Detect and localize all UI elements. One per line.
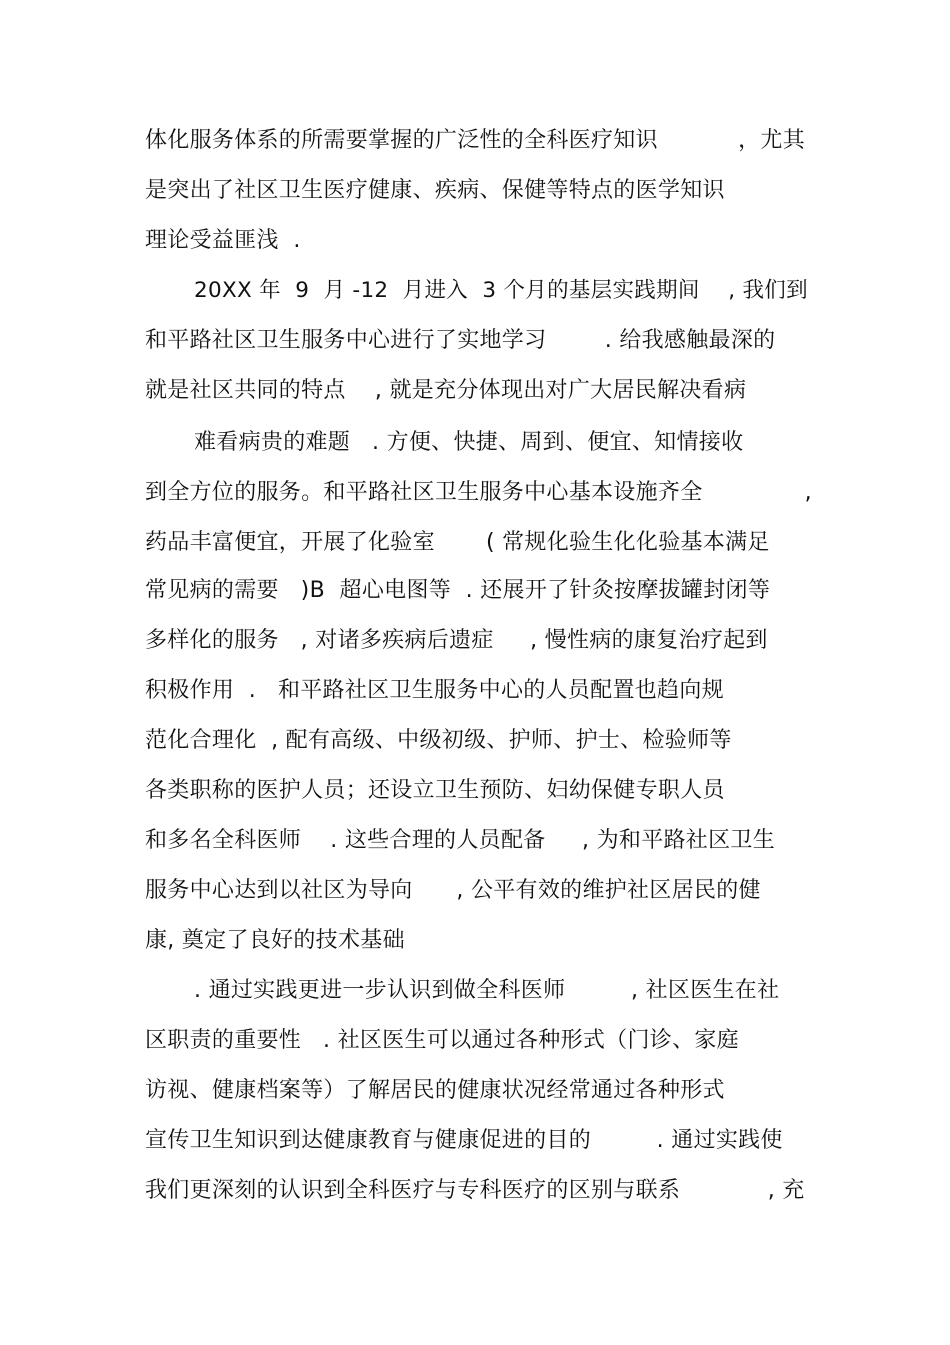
text-line: 和平路社区卫生服务中心进行了实地学习 . 给我感触最深的 xyxy=(145,328,776,353)
text-line: 范化合理化 , 配有高级、中级初级、护师、护士、检验师等 xyxy=(145,728,732,753)
text-line: 到全方位的服务。和平路社区卫生服务中心基本设施齐全 , xyxy=(145,480,812,505)
text-line: . 通过实践更进一步认识到做全科医师 , 社区医生在社 xyxy=(194,978,780,1003)
text-line: 多样化的服务 , 对诸多疾病后遗症 , 慢性病的康复治疗起到 xyxy=(145,628,768,653)
text-line: 区职责的重要性 . 社区医生可以通过各种形式（门诊、家庭 xyxy=(145,1028,739,1053)
text-line: 药品丰富便宜，开展了化验室 ( 常规化验生化化验基本满足 xyxy=(145,530,770,555)
text-line: 体化服务体系的所需要掌握的广泛性的全科医疗知识 ，尤其 xyxy=(145,128,806,153)
text-line: 我们更深刻的认识到全科医疗与专科医疗的区别与联系 , 充 xyxy=(145,1178,805,1203)
text-line: 服务中心达到以社区为导向 , 公平有效的维护社区居民的健 xyxy=(145,878,761,903)
text-line: 20XX 年 9 月 -12 月进入 3 个月的基层实践期间 , 我们到 xyxy=(194,278,808,303)
text-line: 常见病的需要 )B 超心电图等 . 还展开了针灸按摩拔罐封闭等 xyxy=(145,578,771,603)
text-line: 宣传卫生知识到达健康教育与健康促进的目的 . 通过实践使 xyxy=(145,1128,783,1153)
text-line: 访视、健康档案等）了解居民的健康状况经常通过各种形式 xyxy=(145,1078,725,1103)
text-line: 是突出了社区卫生医疗健康、疾病、保健等特点的医学知识 xyxy=(145,178,725,203)
text-line: 和多名全科医师 . 这些合理的人员配备 , 为和平路社区卫生 xyxy=(145,828,776,853)
text-line: 难看病贵的难题 . 方便、快捷、周到、便宜、知情接收 xyxy=(194,430,744,455)
text-line: 理论受益匪浅 . xyxy=(145,228,301,253)
text-line: 各类职称的医护人员；还设立卫生预防、妇幼保健专职人员 xyxy=(145,778,725,803)
text-line: 积极作用 . 和平路社区卫生服务中心的人员配置也趋向规 xyxy=(145,678,724,703)
text-line: 就是社区共同的特点 , 就是充分体现出对广大居民解决看病 xyxy=(145,378,747,403)
text-line: 康, 奠定了良好的技术基础 xyxy=(145,928,405,953)
